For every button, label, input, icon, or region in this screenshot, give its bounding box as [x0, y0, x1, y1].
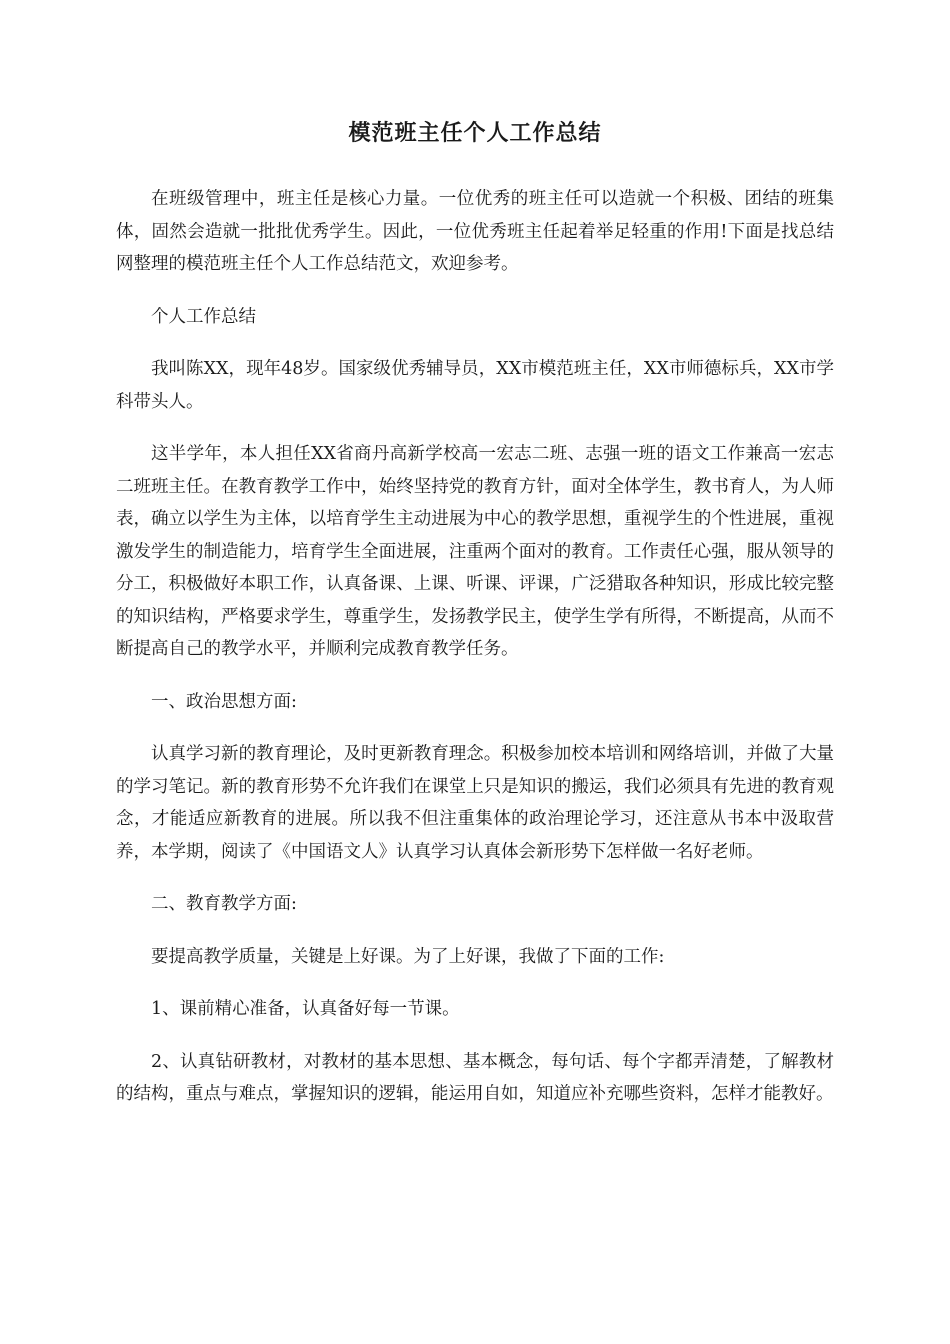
section-heading-teaching: 二、教育教学方面: [151, 894, 297, 914]
teaching-point-2: 2、认真钻研教材，对教材的基本思想、基本概念，每句话、每个字都弄清楚，了解教材的结构，重点与难点，掌握知识的逻辑，能运用自如，知道应补充哪些资料，怎样才能教好。 [116, 1051, 834, 1104]
self-introduction-paragraph: 我叫陈XX，现年48岁。国家级优秀辅导员，XX市模范班主任，XX市师德标兵，XX市学科带头人。 [116, 359, 834, 412]
section-heading-political-thought: 一、政治思想方面: [151, 691, 297, 712]
teaching-intro-paragraph: 要提高教学质量，关键是上好课。为了上好课，我做了下面的工作: [151, 946, 665, 967]
document-body [116, 183, 834, 1131]
section-label-personal-summary: 个人工作总结 [151, 306, 256, 327]
teaching-point-1: 1、课前精心准备，认真备好每一节课。 [151, 999, 460, 1019]
document-title: 模范班主任个人工作总结 [348, 120, 602, 146]
semester-work-paragraph: 这半学年，本人担任XX省商丹高新学校高一宏志二班、志强一班的语文工作兼高一宏志二班班主任。在教育教学工作中，始终坚持党的教育方针，面对全体学生，教书育人，为人师表，确立以学生为主体，以培育学生主动进展为中心的教学思想，重视学生的个性进展，重视激发学生的制造能力，培育学生全面进展，注重两个面对的教育。工作责任心强，服从领导的分工，积极做好本职工作，认真备课、上课、听课、评课，广泛猎取各种知识，形成比较完整的知识结构，严格要求学生，尊重学生，发扬教学民主，使学生学有所得，不断提高，从而不断提高自己的教学水平，并顺利完成教育教学任务。 [116, 444, 834, 659]
intro-paragraph: 在班级管理中，班主任是核心力量。一位优秀的班主任可以造就一个积极、团结的班集体，固然会造就一批批优秀学生。因此，一位优秀班主任起着举足轻重的作用!下面是找总结网整理的模范班主任个人工作总结范文，欢迎参考。 [116, 189, 834, 274]
political-thought-paragraph: 认真学习新的教育理论，及时更新教育理念。积极参加校本培训和网络培训，并做了大量的学习笔记。新的教育形势不允许我们在课堂上只是知识的搬运，我们必须具有先进的教育观念，才能适应新教育的进展。所以我不但注重集体的政治理论学习，还注意从书本中汲取营养，本学期，阅读了《中国语文人》认真学习认真体会新形势下怎样做一名好老师。 [116, 744, 834, 862]
